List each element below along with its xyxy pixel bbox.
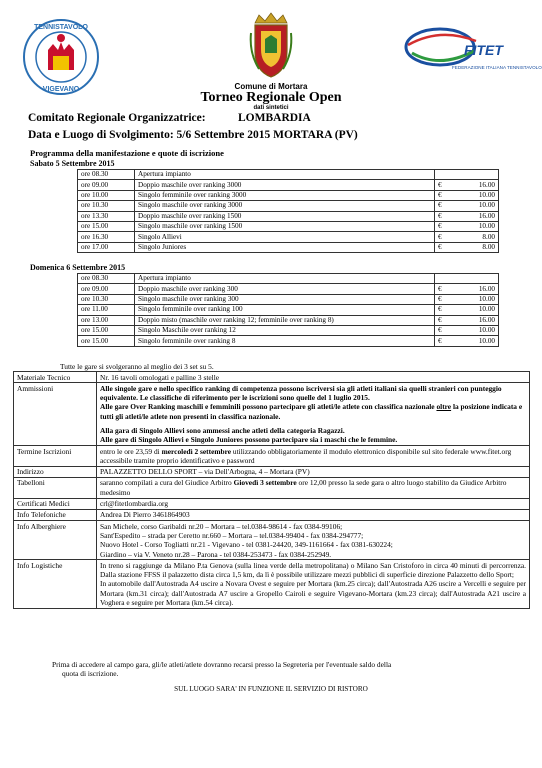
schedule-time: ore 15.00 [78,221,135,231]
currency-symbol: € [438,211,442,220]
svg-text:FEDERAZIONE ITALIANA TENNISTAV: FEDERAZIONE ITALIANA TENNISTAVOLO [452,65,542,70]
ammissioni-paragraph-2: Alle gare Over Ranking maschili e femminili possono partecipare gli atleti/le atlete con classifica nazionale oltre la posizione indicata e tutti gli atleti/le atlete non presenti in classifica nazionale. [100,402,523,421]
schedule-row [78,221,499,231]
currency-symbol: € [438,201,442,210]
info-label: Materiale Tecnico [14,372,97,383]
email-link[interactable]: crl@fitetlombardia.org [97,498,530,509]
schedule-time: ore 08.30 [78,274,135,284]
schedule-row [78,170,499,180]
info-value: Andrea Di Pierro 3461864903 [97,509,530,520]
schedule-fee [435,232,499,242]
schedule-time: ore 10.30 [78,201,135,211]
schedule-fee [435,284,499,294]
info-label: Certificati Medici [14,498,97,509]
schedule-fee [435,221,499,231]
schedule-time: ore 13.00 [78,315,135,325]
comitato-label: Comitato Regionale Organizzatrice: [28,112,206,124]
footer-line-1: Prima di accedere al campo gara, gli/le atleti/atlete dovranno recarsi presso la Segreteria per l'eventuale saldo della [52,660,392,669]
schedule-time: ore 15.00 [78,336,135,346]
schedule-fee [435,336,499,346]
schedule-time: ore 15.00 [78,325,135,335]
schedule-fee [435,294,499,304]
info-label: Info Alberghiere [14,521,97,560]
schedule-fee [435,180,499,190]
currency-symbol: € [438,232,442,241]
fee-amount: 8.00 [482,232,495,241]
schedule-event: Doppio maschile over ranking 3000 [135,180,435,190]
schedule-row [78,232,499,242]
info-row-materiale [14,372,530,383]
info-value [97,560,530,608]
comitato-line [28,112,311,124]
schedule-event: Apertura impianto [135,274,435,284]
schedule-row [78,190,499,200]
ammissioni-paragraph-3: Alla gara di Singolo Allievi sono ammessi anche atleti della categoria Ragazzi. [100,425,345,435]
schedule-time: ore 08.30 [78,170,135,180]
schedule-fee [435,190,499,200]
sunday-schedule-table [77,273,499,347]
currency-symbol: € [438,315,442,324]
footer-notice [52,660,492,679]
comune-di-mortara-crest [249,13,293,79]
currency-symbol: € [438,190,442,199]
set-note: Tutte le gare si svolgeranno al meglio dei 3 set su 5. [60,362,214,371]
currency-symbol: € [438,222,442,231]
info-label: Ammissioni [14,383,97,446]
info-label: Info Telefoniche [14,509,97,520]
currency-symbol: € [438,284,442,293]
svg-text:TENNISTAVOLO: TENNISTAVOLO [34,24,88,31]
schedule-fee [435,242,499,252]
data-luogo: Data e Luogo di Svolgimento: 5/6 Settembre 2015 MORTARA (PV) [28,129,358,141]
schedule-time: ore 09.00 [78,284,135,294]
currency-symbol: € [438,242,442,251]
fee-amount: 10.00 [478,190,495,199]
info-row-indirizzo [14,466,530,477]
schedule-time: ore 11.00 [78,305,135,315]
info-value [97,383,530,446]
schedule-event: Doppio misto (maschile over ranking 12; femminile over ranking 8) [135,315,435,325]
currency-symbol: € [438,305,442,314]
schedule-event: Singolo maschile over ranking 1500 [135,221,435,231]
info-row-telefoniche [14,509,530,520]
info-label: Tabelloni [14,477,97,498]
ammissioni-paragraph-4: Alle gare di Singolo Allievi e Singolo Juniores possono partecipare sia i maschi che le femmine. [100,435,398,445]
info-label: Termine Iscrizioni [14,446,97,467]
info-value: Nr. 16 tavoli omologati e palline 3 stelle [97,372,530,383]
fee-amount: 10.00 [478,305,495,314]
schedule-row [78,201,499,211]
schedule-event: Singolo maschile over ranking 3000 [135,201,435,211]
schedule-event: Singolo maschile over ranking 300 [135,294,435,304]
schedule-event: Singolo femminile over ranking 100 [135,305,435,315]
schedule-fee [435,201,499,211]
schedule-event: Doppio maschile over ranking 300 [135,284,435,294]
info-label: Indirizzo [14,466,97,477]
schedule-time: ore 09.00 [78,180,135,190]
info-label: Info Logistiche [14,560,97,608]
currency-symbol: € [438,326,442,335]
fee-amount: 16.00 [478,315,495,324]
info-row-ammissioni [14,383,530,446]
footer-line-2: quota di iscrizione. [62,669,119,679]
schedule-row [78,211,499,221]
schedule-fee [435,315,499,325]
fee-amount: 10.00 [478,294,495,303]
ammissioni-paragraph-1: Alle singole gare e nello specifico ranking di competenza possono iscriversi sia gli atleti italiani sia quelli stranieri con punteggio equivalente. Le classifiche di riferimento per le iscrizioni sono quelle del 1 luglio 2015. [100,383,502,403]
fee-amount: 10.00 [478,201,495,210]
schedule-time: ore 13.30 [78,211,135,221]
schedule-event: Singolo Maschile over ranking 12 [135,325,435,335]
info-value: saranno compilati a cura del Giudice Arbitro Giovedì 3 settembre ore 12,00 presso la sede gara o altro luogo stabilito da Giudice Arbitro medesimo [97,477,530,498]
info-value: PALAZZETTO DELLO SPORT – via Dell'Arbogna, 4 – Mortara (PV) [97,466,530,477]
subtitle: dati sintetici [253,105,289,111]
info-row-termine [14,446,530,467]
schedule-time: ore 10.30 [78,294,135,304]
info-row-logistiche [14,560,530,608]
svg-text:VIGEVANO: VIGEVANO [42,86,80,93]
schedule-fee [435,305,499,315]
schedule-fee [435,170,499,180]
schedule-row [78,274,499,284]
schedule-fee [435,325,499,335]
saturday-heading: Sabato 5 Settembre 2015 [30,159,115,168]
schedule-row [78,242,499,252]
currency-symbol: € [438,180,442,189]
info-value: entro le ore 23,59 di mercoledì 2 settembre utilizzando obbligatoriamente il modulo elettronico disponibile sul sito federale www.fitet.org accessibile tramite proprio identificativo e password [97,446,530,467]
page-title: Torneo Regionale Open [200,90,342,105]
schedule-fee [435,274,499,284]
schedule-row [78,336,499,346]
programma-heading: Programma della manifestazione e quote di iscrizione [30,148,224,158]
schedule-time: ore 10.00 [78,190,135,200]
schedule-row [78,305,499,315]
logistiche-paragraph-2: In automobile dall'Autostrada A4 uscire a Novara Ovest e seguire per Mortara (km.25 circa); dall'Autostrada A26 uscire a Vercelli e seguire per Mortara (km.31 circa); dall'Autostrada A7 uscire a Gropello Cairoli e seguire Vigevano-Mortara (km.23 circa); dall'Autostrada A21 uscire a Voghera e seguire per Mortara (km.54 circa). [100,579,526,608]
schedule-row [78,294,499,304]
info-row-certificati [14,498,530,509]
fitet-logo [398,25,542,83]
saturday-schedule-table [77,169,499,253]
schedule-event: Singolo Allievi [135,232,435,242]
schedule-event: Singolo femminile over ranking 3000 [135,190,435,200]
schedule-event: Apertura impianto [135,170,435,180]
hotel-line: Giardino – via V. Veneto nr.28 – Parona - tel 0384-253473 - fax 0384-252949. [100,549,332,559]
comitato-value: LOMBARDIA [238,112,311,124]
schedule-event: Doppio maschile over ranking 1500 [135,211,435,221]
fee-amount: 10.00 [478,336,495,345]
fee-amount: 10.00 [478,222,495,231]
schedule-event: Singolo Juniores [135,242,435,252]
fitet-logo-text: FITET [464,42,503,58]
sunday-heading: Domenica 6 Settembre 2015 [30,263,126,272]
fee-amount: 16.00 [478,180,495,189]
schedule-row [78,284,499,294]
fee-amount: 8.00 [482,242,495,251]
schedule-row [78,315,499,325]
info-table [13,371,530,609]
schedule-row [78,180,499,190]
schedule-time: ore 17.00 [78,242,135,252]
schedule-fee [435,211,499,221]
hotel-line: Sant'Espedito – strada per Ceretto nr.660 – Mortara – tel.0384-99404 - fax 0384-294777; [100,530,364,540]
schedule-row [78,325,499,335]
currency-symbol: € [438,294,442,303]
info-row-alberghiere [14,521,530,560]
ristoro-notice: SUL LUOGO SARA' IN FUNZIONE IL SERVIZIO DI RISTORO [174,685,368,693]
schedule-time: ore 16.30 [78,232,135,242]
info-value [97,521,530,560]
schedule-event: Singolo femminile over ranking 8 [135,336,435,346]
currency-symbol: € [438,336,442,345]
hotel-line: Nuovo Hotel - Corso Togliatti nr.21 - Vigevano - tel 0381-24420, 349-1161664 - fax 0381-630224; [100,540,393,550]
hotel-line: San Michele, corso Garibaldi nr.20 – Mortara – tel.0384-98614 - fax 0384-99106; [100,521,343,531]
fee-amount: 16.00 [478,284,495,293]
fee-amount: 16.00 [478,211,495,220]
comune-label: Comune di Mortara [234,82,308,91]
logistiche-paragraph-1: In treno si raggiunge da Milano P.ta Genova (sulla linea verde della metropolitana) o Milano San Cristoforo in circa 40 minuti di percorrenza. Dalla stazione FFSS il palazzetto dista circa 1,5 km, da lì è possibile utilizzare mezzi pubblici di superficie direzione Palazzetto dello Sport; [100,560,526,580]
info-row-tabelloni [14,477,530,498]
fee-amount: 10.00 [478,326,495,335]
